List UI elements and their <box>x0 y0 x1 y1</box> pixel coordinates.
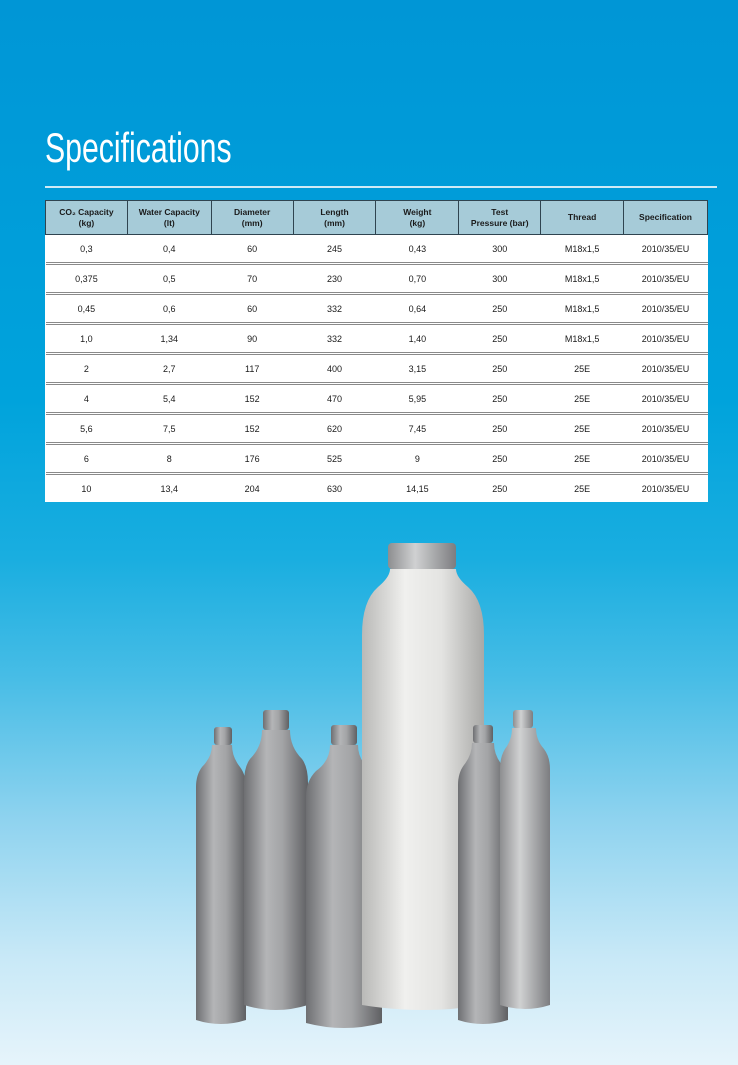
cell-co2-capacity: 1,0 <box>46 324 128 354</box>
cell-specification: 2010/35/EU <box>624 324 708 354</box>
cell-length: 230 <box>293 264 376 294</box>
cell-weight: 0,43 <box>376 235 459 264</box>
cell-thread: 25E <box>574 483 591 494</box>
cell-length: 332 <box>293 324 376 354</box>
header-test-pressure: Test Pressure (bar) <box>459 201 541 235</box>
table-row <box>46 474 708 503</box>
header-diameter: Diameter (mm) <box>211 201 293 235</box>
cell-diameter: 152 <box>211 414 293 444</box>
cell-specification: 2010/35/EU <box>624 354 708 384</box>
cell-co2-capacity: 4 <box>46 384 128 414</box>
cylinders-photo <box>0 535 738 1065</box>
cell-specification: 2010/35/EU <box>641 483 690 494</box>
cell-water-capacity: 1,34 <box>127 324 211 354</box>
table-header-row <box>46 201 708 235</box>
cell-weight: 3,15 <box>376 354 459 384</box>
cell-length: 400 <box>293 354 376 384</box>
cell-water-capacity: 0,4 <box>127 235 211 264</box>
specifications-table <box>45 200 708 502</box>
cell-thread: M18x1,5 <box>541 264 624 294</box>
cell-diameter: 117 <box>211 354 293 384</box>
cell-co2-capacity: 2 <box>46 354 128 384</box>
cell-test-pressure: 250 <box>459 324 541 354</box>
cell-weight: 7,45 <box>376 414 459 444</box>
cell-diameter: 152 <box>211 384 293 414</box>
cell-test-pressure: 250 <box>459 354 541 384</box>
header-co2-capacity: CO₂ Capacity (kg) <box>46 201 128 235</box>
cell-diameter: 90 <box>211 324 293 354</box>
table-row <box>46 414 708 444</box>
table-row <box>46 324 708 354</box>
cell-test-pressure: 250 <box>459 294 541 324</box>
cell-diameter: 176 <box>211 444 293 474</box>
cell-test-pressure: 250 <box>459 444 541 474</box>
cell-length: 332 <box>293 294 376 324</box>
cell-diameter: 204 <box>244 483 260 494</box>
cell-weight: 0,70 <box>376 264 459 294</box>
cell-water-capacity: 0,6 <box>127 294 211 324</box>
table-row <box>46 235 708 264</box>
cell-weight: 5,95 <box>376 384 459 414</box>
cylinder-medium-left <box>244 710 308 1010</box>
cell-water-capacity: 8 <box>127 444 211 474</box>
cell-co2-capacity: 10 <box>81 483 92 494</box>
cell-water-capacity: 5,4 <box>127 384 211 414</box>
header-weight: Weight (kg) <box>376 201 459 235</box>
table-row <box>46 384 708 414</box>
cell-length: 630 <box>327 483 343 494</box>
cell-co2-capacity: 0,45 <box>46 294 128 324</box>
cell-co2-capacity: 0,3 <box>46 235 128 264</box>
cell-test-pressure: 250 <box>459 384 541 414</box>
cylinders-illustration-icon <box>0 535 738 1065</box>
table-row <box>46 264 708 294</box>
table-row <box>46 354 708 384</box>
cell-thread: M18x1,5 <box>541 294 624 324</box>
cell-weight: 14,15 <box>406 483 429 494</box>
cell-co2-capacity: 0,375 <box>46 264 128 294</box>
cell-thread: 25E <box>541 384 624 414</box>
cell-length: 620 <box>293 414 376 444</box>
header-thread: Thread <box>541 201 624 235</box>
cell-weight: 0,64 <box>376 294 459 324</box>
cylinder-small-right-back <box>500 710 550 1009</box>
title-divider <box>45 186 717 188</box>
cell-test-pressure: 300 <box>459 235 541 264</box>
cylinder-small-left <box>196 727 246 1024</box>
cell-weight: 1,40 <box>376 324 459 354</box>
cell-specification: 2010/35/EU <box>624 294 708 324</box>
cell-length: 525 <box>293 444 376 474</box>
header-length: Length (mm) <box>293 201 376 235</box>
cell-specification: 2010/35/EU <box>624 384 708 414</box>
cell-weight: 9 <box>376 444 459 474</box>
cell-diameter: 60 <box>211 294 293 324</box>
cell-water-capacity: 0,5 <box>127 264 211 294</box>
header-water-capacity: Water Capacity (lt) <box>127 201 211 235</box>
cell-thread: 25E <box>541 444 624 474</box>
header-specification: Specification <box>624 201 708 235</box>
cell-co2-capacity: 6 <box>46 444 128 474</box>
cell-specification: 2010/35/EU <box>624 264 708 294</box>
cell-test-pressure: 250 <box>492 483 508 494</box>
cell-diameter: 60 <box>211 235 293 264</box>
cell-specification: 2010/35/EU <box>624 235 708 264</box>
cell-test-pressure: 250 <box>459 414 541 444</box>
cell-specification: 2010/35/EU <box>624 444 708 474</box>
cell-co2-capacity: 5,6 <box>46 414 128 444</box>
cell-water-capacity: 13,4 <box>160 483 179 494</box>
table-row <box>46 444 708 474</box>
cell-test-pressure: 300 <box>459 264 541 294</box>
page-title: Specifications <box>45 124 232 171</box>
table-row <box>46 294 708 324</box>
cell-length: 470 <box>293 384 376 414</box>
cell-thread: M18x1,5 <box>541 324 624 354</box>
cell-water-capacity: 7,5 <box>127 414 211 444</box>
cell-water-capacity: 2,7 <box>127 354 211 384</box>
cell-diameter: 70 <box>211 264 293 294</box>
cell-specification: 2010/35/EU <box>624 414 708 444</box>
cell-thread: 25E <box>541 414 624 444</box>
cell-length: 245 <box>293 235 376 264</box>
cell-thread: M18x1,5 <box>541 235 624 264</box>
cell-thread: 25E <box>541 354 624 384</box>
